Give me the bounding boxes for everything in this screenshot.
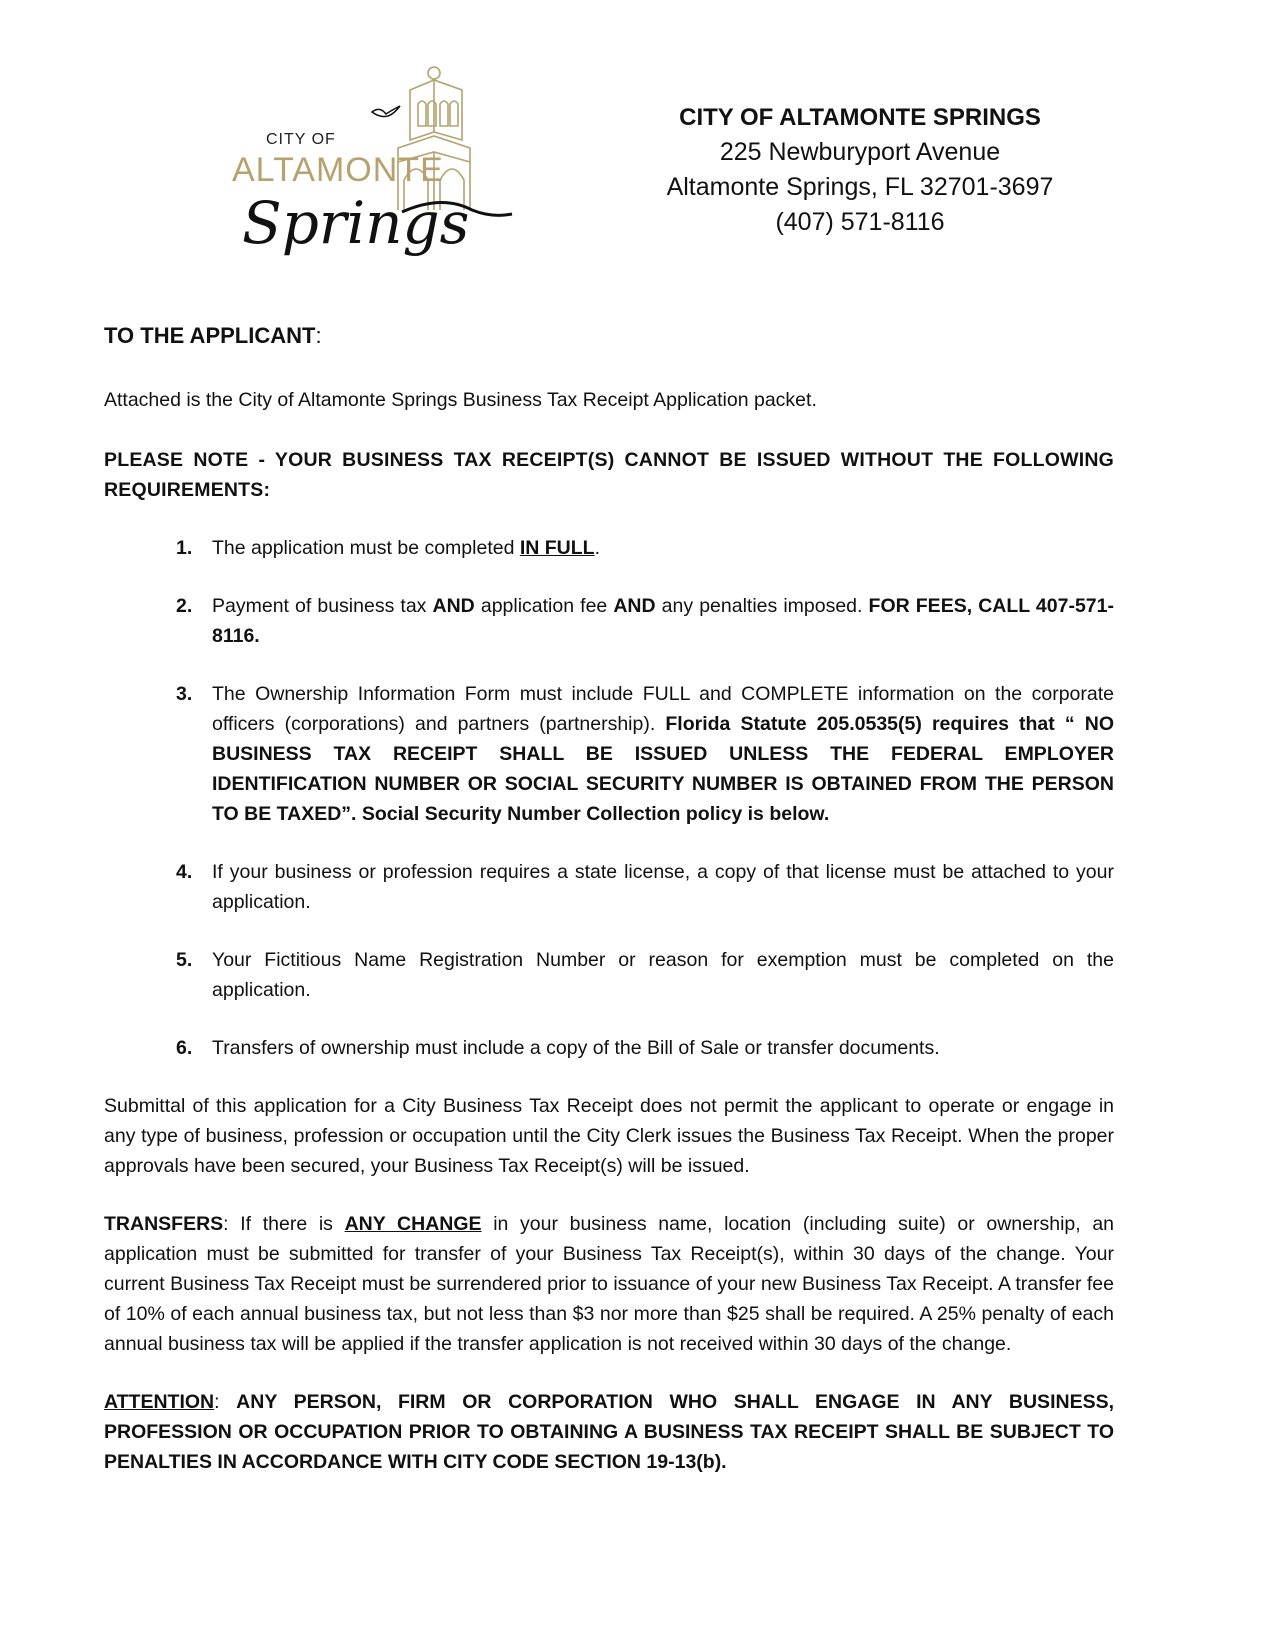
- intro-paragraph: Attached is the City of Altamonte Springs Business Tax Receipt Application packet.: [104, 389, 817, 411]
- requirement-number: 1.: [176, 537, 193, 559]
- logo-altamonte: ALTAMONTE: [232, 151, 444, 189]
- in-full-emphasis: IN FULL: [519, 537, 595, 559]
- page-heading: [104, 320, 1114, 352]
- requirement-item: 6. Transfers of ownership must include a copy of the Bill of Sale or transfer documents.: [104, 1033, 1114, 1063]
- requirement-number: 5.: [176, 949, 193, 971]
- bird-icon: [372, 106, 400, 117]
- attention-text: ANY PERSON, FIRM OR CORPORATION WHO SHALL ENGAGE IN ANY BUSINESS, PROFESSION OR OCCUPATION PRIOR TO OBTAINING A BUSINESS TAX RECEIPT SHALL BE SUBJECT TO PENALTIES IN ACCORDANCE WITH CITY CODE SECTION 19-13(b).: [104, 1391, 1115, 1473]
- street-address: 225 Newburyport Avenue: [719, 138, 1001, 166]
- requirement-item: 2. Payment of business tax AND application fee AND any penalties imposed. FOR FEES, CALL 407-571-8116.: [104, 591, 1114, 651]
- statute-quote: Florida Statute 205.0535(5) requires that “ NO BUSINESS TAX RECEIPT SHALL BE ISSUED UNLESS THE FEDERAL EMPLOYER IDENTIFICATION NUMBER OR SOCIAL SECURITY NUMBER IS OBTAINED FROM THE PERSON TO BE TAXED”. Social Security Number Collection policy is below.: [212, 713, 1114, 825]
- requirement-item: 1. The application must be completed IN FULL.: [104, 533, 1114, 563]
- city-logo: [172, 60, 517, 275]
- transfers-paragraph: TRANSFERS: If there is ANY CHANGE in your business name, location (including suite) or ownership, an application must be submitted for transfer of your Business Tax Receipt(s), within 30 days of the change. Your current Business Tax Receipt must be surrendered prior to issuance of your new Business Tax Receipt. A transfer fee of 10% of each annual business tax, but not less than $3 nor more than $25 shall be required. A 25% penalty of each annual business tax will be applied if the transfer application is not received within 30 days of the change.: [104, 1213, 1115, 1355]
- address-block: [620, 100, 1100, 240]
- requirements-note: PLEASE NOTE - YOUR BUSINESS TAX RECEIPT(S) CANNOT BE ISSUED WITHOUT THE FOLLOWING REQUIREMENTS:: [104, 449, 1114, 501]
- requirement-number: 2.: [176, 595, 193, 617]
- attention-label: ATTENTION: [104, 1391, 215, 1413]
- requirement-number: 3.: [176, 683, 193, 705]
- logo-wordmark: [232, 130, 470, 257]
- requirement-number: 6.: [176, 1037, 193, 1059]
- requirement-number: 4.: [176, 861, 193, 883]
- organization-name: CITY OF ALTAMONTE SPRINGS: [679, 104, 1041, 131]
- attention-paragraph: ATTENTION: ANY PERSON, FIRM OR CORPORATION WHO SHALL ENGAGE IN ANY BUSINESS, PROFESSION OR OCCUPATION PRIOR TO OBTAINING A BUSINESS TAX RECEIPT SHALL BE SUBJECT TO PENALTIES IN ACCORDANCE WITH CITY CODE SECTION 19-13(b).: [104, 1391, 1115, 1473]
- fees-phone-note: FOR FEES, CALL 407-571-8116.: [212, 595, 1114, 647]
- requirement-item: 4. If your business or profession requires a state license, a copy of that license must be attached to your application.: [104, 857, 1114, 917]
- logo-springs: Springs: [242, 189, 470, 257]
- transfers-label: TRANSFERS: [104, 1213, 224, 1235]
- requirement-item: 3. The Ownership Information Form must include FULL and COMPLETE information on the corporate officers (corporations) and partners (partnership). Florida Statute 205.0535(5) requires that “ NO BUSINESS TAX RECEIPT SHALL BE ISSUED UNLESS THE FEDERAL EMPLOYER IDENTIFICATION NUMBER OR SOCIAL SECURITY NUMBER IS OBTAINED FROM THE PERSON TO BE TAXED”. Social Security Number Collection policy is below.: [104, 679, 1114, 829]
- requirements-list: [104, 533, 1114, 1063]
- submittal-paragraph: Submittal of this application for a City Business Tax Receipt does not permit the applicant to operate or engage in any type of business, profession or occupation until the City Clerk issues the Business Tax Receipt. When the proper approvals have been secured, your Business Tax Receipt(s) will be issued.: [104, 1095, 1114, 1177]
- logo-city-of: CITY OF: [266, 131, 336, 148]
- city-state-zip: Altamonte Springs, FL 32701-3697: [666, 173, 1054, 201]
- phone-number: (407) 571-8116: [775, 208, 945, 236]
- any-change-emphasis: ANY CHANGE: [344, 1213, 482, 1235]
- heading-colon: :: [315, 323, 322, 348]
- requirement-item: 5. Your Fictitious Name Registration Number or reason for exemption must be completed on the application.: [104, 945, 1114, 1005]
- heading-text: TO THE APPLICANT: [104, 323, 316, 348]
- letter-body: [104, 320, 1114, 1477]
